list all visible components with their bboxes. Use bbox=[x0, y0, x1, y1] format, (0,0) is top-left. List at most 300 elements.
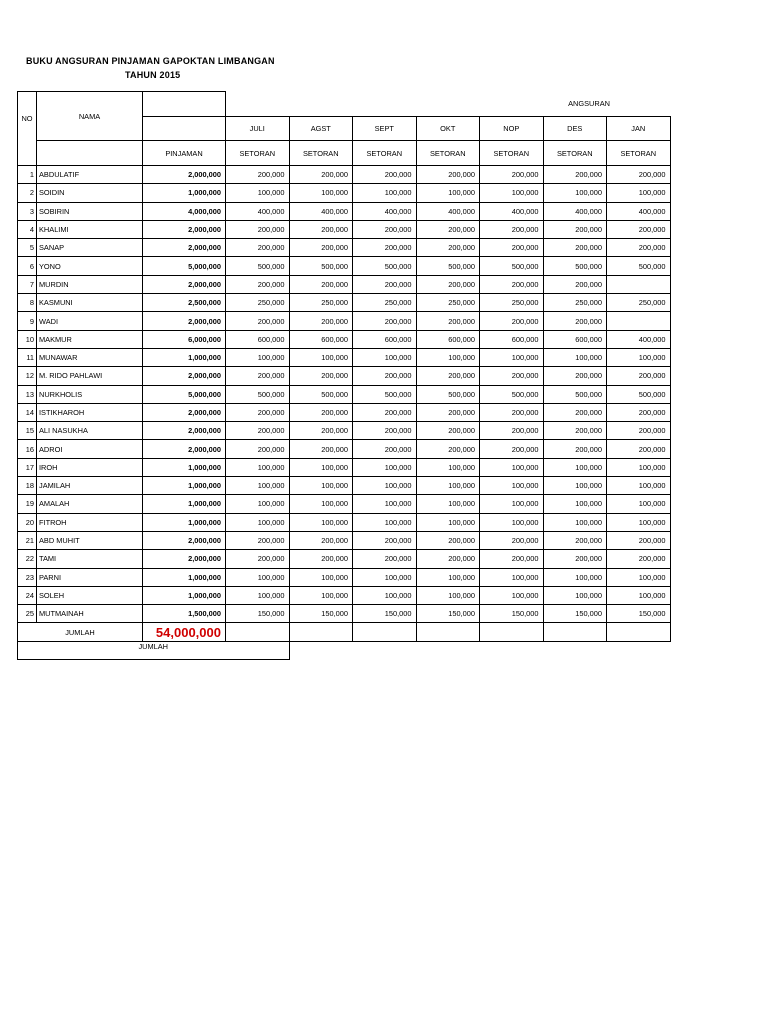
payment-cell: 500,000 bbox=[607, 385, 671, 403]
payment-cell: 100,000 bbox=[353, 513, 417, 531]
payment-cell: 100,000 bbox=[289, 348, 353, 366]
payment-cell: 100,000 bbox=[480, 458, 544, 476]
payment-cell: 500,000 bbox=[226, 385, 290, 403]
payment-cell: 100,000 bbox=[607, 477, 671, 495]
member-name: AMALAH bbox=[37, 495, 143, 513]
table-row bbox=[18, 348, 671, 366]
payment-cell: 200,000 bbox=[353, 312, 417, 330]
payment-cell: 100,000 bbox=[607, 568, 671, 586]
payment-cell: 100,000 bbox=[607, 586, 671, 604]
table-row bbox=[18, 403, 671, 421]
member-name: SOIDIN bbox=[37, 184, 143, 202]
payment-cell: 200,000 bbox=[226, 440, 290, 458]
loan-amount: 1,000,000 bbox=[143, 458, 226, 476]
payment-cell: 150,000 bbox=[289, 605, 353, 623]
payment-cell: 100,000 bbox=[416, 495, 480, 513]
member-name: MUTMAINAH bbox=[37, 605, 143, 623]
loan-amount: 6,000,000 bbox=[143, 330, 226, 348]
loan-amount: 2,000,000 bbox=[143, 531, 226, 549]
member-name: ABD MUHIT bbox=[37, 531, 143, 549]
payment-cell: 200,000 bbox=[226, 166, 290, 184]
loan-amount: 5,000,000 bbox=[143, 257, 226, 275]
payment-cell: 100,000 bbox=[289, 458, 353, 476]
payment-cell: 200,000 bbox=[289, 440, 353, 458]
payment-cell: 200,000 bbox=[543, 422, 607, 440]
header-pinjaman-blank bbox=[143, 117, 226, 141]
payment-cell: 200,000 bbox=[226, 239, 290, 257]
total-empty bbox=[353, 623, 417, 642]
header-setoran-3: SETORAN bbox=[416, 141, 480, 166]
payment-cell: 100,000 bbox=[226, 586, 290, 604]
header-nama: NAMA bbox=[37, 92, 143, 141]
payment-cell: 200,000 bbox=[353, 275, 417, 293]
loan-amount: 2,000,000 bbox=[143, 239, 226, 257]
header-setoran-row bbox=[18, 141, 671, 166]
payment-cell: 200,000 bbox=[353, 422, 417, 440]
payment-cell: 100,000 bbox=[416, 477, 480, 495]
payment-cell: 500,000 bbox=[289, 257, 353, 275]
payment-cell: 200,000 bbox=[226, 275, 290, 293]
payment-cell: 200,000 bbox=[226, 220, 290, 238]
payment-cell: 200,000 bbox=[607, 403, 671, 421]
payment-cell: 500,000 bbox=[607, 257, 671, 275]
header-nama-blank bbox=[37, 141, 143, 166]
payment-cell: 200,000 bbox=[416, 220, 480, 238]
row-number: 13 bbox=[18, 385, 37, 403]
payment-cell: 500,000 bbox=[480, 257, 544, 275]
table-row bbox=[18, 458, 671, 476]
loan-amount: 2,000,000 bbox=[143, 422, 226, 440]
member-name: SANAP bbox=[37, 239, 143, 257]
member-name: WADI bbox=[37, 312, 143, 330]
payment-cell: 100,000 bbox=[607, 495, 671, 513]
row-number: 19 bbox=[18, 495, 37, 513]
payment-cell: 150,000 bbox=[607, 605, 671, 623]
payment-cell: 200,000 bbox=[607, 440, 671, 458]
header-month-3: OKT bbox=[416, 117, 480, 141]
payment-cell: 200,000 bbox=[607, 550, 671, 568]
row-number: 11 bbox=[18, 348, 37, 366]
header-month-6: JAN bbox=[607, 117, 671, 141]
member-name: IROH bbox=[37, 458, 143, 476]
payment-cell: 200,000 bbox=[289, 531, 353, 549]
payment-cell: 200,000 bbox=[226, 422, 290, 440]
loan-amount: 2,500,000 bbox=[143, 294, 226, 312]
loan-amount: 2,000,000 bbox=[143, 550, 226, 568]
row-number: 4 bbox=[18, 220, 37, 238]
table-row bbox=[18, 440, 671, 458]
row-number: 16 bbox=[18, 440, 37, 458]
header-month-2: SEPT bbox=[353, 117, 417, 141]
member-name: ISTIKHAROH bbox=[37, 403, 143, 421]
payment-cell: 100,000 bbox=[353, 477, 417, 495]
payment-cell: 200,000 bbox=[607, 239, 671, 257]
payment-cell: 200,000 bbox=[480, 531, 544, 549]
payment-cell: 200,000 bbox=[226, 531, 290, 549]
payment-cell: 200,000 bbox=[480, 422, 544, 440]
member-name: SOLEH bbox=[37, 586, 143, 604]
payment-cell: 200,000 bbox=[480, 440, 544, 458]
payment-cell: 200,000 bbox=[416, 166, 480, 184]
payment-cell: 100,000 bbox=[226, 495, 290, 513]
table-row bbox=[18, 275, 671, 293]
payment-cell: 100,000 bbox=[607, 348, 671, 366]
header-setoran-1: SETORAN bbox=[289, 141, 353, 166]
table-row bbox=[18, 531, 671, 549]
payment-cell: 200,000 bbox=[353, 403, 417, 421]
payment-cell: 250,000 bbox=[289, 294, 353, 312]
header-month-5: DES bbox=[543, 117, 607, 141]
header-month-0: JULI bbox=[226, 117, 290, 141]
payment-cell: 200,000 bbox=[353, 239, 417, 257]
payment-cell: 500,000 bbox=[289, 385, 353, 403]
payment-cell: 200,000 bbox=[289, 166, 353, 184]
loan-amount: 2,000,000 bbox=[143, 403, 226, 421]
title-line-1: BUKU ANGSURAN PINJAMAN GAPOKTAN LIMBANGAN bbox=[26, 56, 275, 66]
payment-cell: 600,000 bbox=[289, 330, 353, 348]
payment-cell: 200,000 bbox=[416, 403, 480, 421]
payment-cell: 500,000 bbox=[353, 257, 417, 275]
table-row bbox=[18, 184, 671, 202]
payment-cell: 100,000 bbox=[289, 586, 353, 604]
row-number: 5 bbox=[18, 239, 37, 257]
payment-cell: 200,000 bbox=[480, 239, 544, 257]
payment-cell: 200,000 bbox=[607, 367, 671, 385]
payment-cell: 200,000 bbox=[289, 367, 353, 385]
payment-cell: 100,000 bbox=[289, 568, 353, 586]
header-month-1: AGST bbox=[289, 117, 353, 141]
payment-cell: 250,000 bbox=[543, 294, 607, 312]
payment-cell: 200,000 bbox=[480, 166, 544, 184]
header-setoran-2: SETORAN bbox=[353, 141, 417, 166]
table-row bbox=[18, 495, 671, 513]
row-number: 6 bbox=[18, 257, 37, 275]
payment-cell: 100,000 bbox=[607, 184, 671, 202]
payment-cell: 200,000 bbox=[543, 440, 607, 458]
member-name: PARNI bbox=[37, 568, 143, 586]
payment-cell: 100,000 bbox=[543, 184, 607, 202]
table-row bbox=[18, 166, 671, 184]
payment-cell: 100,000 bbox=[543, 513, 607, 531]
payment-cell: 150,000 bbox=[353, 605, 417, 623]
payment-cell: 250,000 bbox=[226, 294, 290, 312]
total-label-2: JUMLAH bbox=[18, 642, 290, 660]
payment-cell: 200,000 bbox=[543, 220, 607, 238]
payment-cell: 100,000 bbox=[543, 568, 607, 586]
row-number: 10 bbox=[18, 330, 37, 348]
header-no: NO bbox=[18, 92, 37, 166]
payment-cell: 100,000 bbox=[543, 458, 607, 476]
total-empty bbox=[416, 623, 480, 642]
payment-cell: 100,000 bbox=[480, 513, 544, 531]
header-pinjaman: PINJAMAN bbox=[143, 141, 226, 166]
table-row bbox=[18, 513, 671, 531]
member-name: MURDIN bbox=[37, 275, 143, 293]
header-month-4: NOP bbox=[480, 117, 544, 141]
payment-cell: 500,000 bbox=[416, 385, 480, 403]
payment-cell: 200,000 bbox=[226, 403, 290, 421]
table-row bbox=[18, 294, 671, 312]
payment-cell: 200,000 bbox=[353, 220, 417, 238]
payment-cell: 400,000 bbox=[416, 202, 480, 220]
header-setoran-5: SETORAN bbox=[543, 141, 607, 166]
payment-cell: 200,000 bbox=[289, 403, 353, 421]
total-empty bbox=[289, 623, 353, 642]
row-number: 1 bbox=[18, 166, 37, 184]
header-blank bbox=[143, 92, 226, 117]
table-row bbox=[18, 312, 671, 330]
payment-cell: 500,000 bbox=[416, 257, 480, 275]
table-row bbox=[18, 330, 671, 348]
payment-cell: 200,000 bbox=[353, 440, 417, 458]
payment-cell: 100,000 bbox=[480, 568, 544, 586]
payment-cell: 200,000 bbox=[353, 166, 417, 184]
row-number: 21 bbox=[18, 531, 37, 549]
table-row bbox=[18, 550, 671, 568]
payment-cell: 500,000 bbox=[543, 257, 607, 275]
payment-cell: 150,000 bbox=[416, 605, 480, 623]
table-row bbox=[18, 422, 671, 440]
payment-cell: 200,000 bbox=[543, 239, 607, 257]
total-empty bbox=[480, 623, 544, 642]
loan-amount: 2,000,000 bbox=[143, 166, 226, 184]
payment-cell: 200,000 bbox=[226, 367, 290, 385]
payment-cell: 200,000 bbox=[480, 275, 544, 293]
loan-amount: 2,000,000 bbox=[143, 367, 226, 385]
loan-amount: 2,000,000 bbox=[143, 220, 226, 238]
title-line-2: TAHUN 2015 bbox=[125, 70, 181, 80]
row-number: 12 bbox=[18, 367, 37, 385]
row-number: 14 bbox=[18, 403, 37, 421]
total-empty bbox=[607, 623, 671, 642]
payment-cell: 100,000 bbox=[543, 477, 607, 495]
payment-cell: 150,000 bbox=[543, 605, 607, 623]
row-number: 7 bbox=[18, 275, 37, 293]
member-name: KHALIMI bbox=[37, 220, 143, 238]
payment-cell: 100,000 bbox=[607, 458, 671, 476]
payment-cell: 100,000 bbox=[226, 348, 290, 366]
table-row bbox=[18, 239, 671, 257]
payment-cell bbox=[607, 275, 671, 293]
payment-cell: 400,000 bbox=[226, 202, 290, 220]
payment-cell: 100,000 bbox=[289, 184, 353, 202]
member-name: ADROI bbox=[37, 440, 143, 458]
loan-amount: 1,000,000 bbox=[143, 495, 226, 513]
payment-cell: 200,000 bbox=[416, 367, 480, 385]
payment-cell: 200,000 bbox=[480, 367, 544, 385]
total-empty bbox=[543, 623, 607, 642]
loan-amount: 2,000,000 bbox=[143, 275, 226, 293]
payment-cell: 100,000 bbox=[353, 568, 417, 586]
payment-cell: 100,000 bbox=[226, 513, 290, 531]
payment-cell: 500,000 bbox=[543, 385, 607, 403]
total-row bbox=[18, 623, 671, 642]
payment-cell: 600,000 bbox=[226, 330, 290, 348]
payment-cell: 400,000 bbox=[289, 202, 353, 220]
payment-cell: 200,000 bbox=[416, 422, 480, 440]
payment-cell: 200,000 bbox=[480, 220, 544, 238]
payment-cell: 100,000 bbox=[226, 458, 290, 476]
loan-amount: 4,000,000 bbox=[143, 202, 226, 220]
payment-cell: 100,000 bbox=[289, 477, 353, 495]
loan-amount: 2,000,000 bbox=[143, 312, 226, 330]
member-name: TAMI bbox=[37, 550, 143, 568]
table-row bbox=[18, 477, 671, 495]
payment-cell: 100,000 bbox=[416, 568, 480, 586]
payment-cell: 200,000 bbox=[289, 422, 353, 440]
payment-cell: 200,000 bbox=[416, 440, 480, 458]
payment-cell: 100,000 bbox=[226, 184, 290, 202]
payment-cell: 200,000 bbox=[353, 550, 417, 568]
table-row bbox=[18, 605, 671, 623]
payment-cell: 250,000 bbox=[480, 294, 544, 312]
payment-cell: 400,000 bbox=[607, 202, 671, 220]
payment-cell: 250,000 bbox=[416, 294, 480, 312]
payment-cell: 100,000 bbox=[353, 184, 417, 202]
payment-cell: 100,000 bbox=[226, 568, 290, 586]
row-number: 17 bbox=[18, 458, 37, 476]
row-number: 15 bbox=[18, 422, 37, 440]
member-name: ALI NASUKHA bbox=[37, 422, 143, 440]
payment-cell: 400,000 bbox=[543, 202, 607, 220]
payment-cell: 100,000 bbox=[353, 495, 417, 513]
payment-cell: 100,000 bbox=[289, 495, 353, 513]
loan-amount: 5,000,000 bbox=[143, 385, 226, 403]
payment-cell: 100,000 bbox=[480, 495, 544, 513]
payment-cell: 100,000 bbox=[480, 348, 544, 366]
payment-cell: 200,000 bbox=[480, 403, 544, 421]
table-row bbox=[18, 586, 671, 604]
payment-cell: 200,000 bbox=[543, 166, 607, 184]
payment-cell: 500,000 bbox=[353, 385, 417, 403]
header-setoran-6: SETORAN bbox=[607, 141, 671, 166]
row-number: 8 bbox=[18, 294, 37, 312]
row-number: 22 bbox=[18, 550, 37, 568]
header-setoran-4: SETORAN bbox=[480, 141, 544, 166]
row-number: 23 bbox=[18, 568, 37, 586]
loan-amount: 1,000,000 bbox=[143, 586, 226, 604]
payment-cell: 400,000 bbox=[353, 202, 417, 220]
row-number: 2 bbox=[18, 184, 37, 202]
header-setoran-0: SETORAN bbox=[226, 141, 290, 166]
payment-cell: 100,000 bbox=[289, 513, 353, 531]
row-number: 3 bbox=[18, 202, 37, 220]
payment-cell: 200,000 bbox=[416, 275, 480, 293]
payment-cell: 600,000 bbox=[416, 330, 480, 348]
installment-table bbox=[17, 91, 671, 660]
table-row bbox=[18, 202, 671, 220]
row-number: 24 bbox=[18, 586, 37, 604]
loan-amount: 1,000,000 bbox=[143, 477, 226, 495]
payment-cell: 200,000 bbox=[416, 531, 480, 549]
loan-amount: 2,000,000 bbox=[143, 440, 226, 458]
payment-cell: 200,000 bbox=[226, 550, 290, 568]
row-number: 9 bbox=[18, 312, 37, 330]
payment-cell: 200,000 bbox=[607, 220, 671, 238]
member-name: SOBIRIN bbox=[37, 202, 143, 220]
total-empty bbox=[226, 623, 290, 642]
payment-cell: 400,000 bbox=[607, 330, 671, 348]
payment-cell: 200,000 bbox=[416, 239, 480, 257]
payment-cell: 200,000 bbox=[289, 220, 353, 238]
payment-cell: 100,000 bbox=[416, 184, 480, 202]
payment-cell: 500,000 bbox=[480, 385, 544, 403]
payment-cell: 200,000 bbox=[289, 239, 353, 257]
payment-cell: 200,000 bbox=[480, 312, 544, 330]
total-row-2 bbox=[18, 642, 671, 660]
loan-amount: 1,000,000 bbox=[143, 348, 226, 366]
loan-amount: 1,000,000 bbox=[143, 568, 226, 586]
payment-cell: 100,000 bbox=[353, 586, 417, 604]
payment-cell: 100,000 bbox=[480, 184, 544, 202]
payment-cell: 100,000 bbox=[353, 348, 417, 366]
payment-cell: 400,000 bbox=[480, 202, 544, 220]
payment-cell: 200,000 bbox=[353, 367, 417, 385]
payment-cell: 100,000 bbox=[416, 513, 480, 531]
payment-cell: 100,000 bbox=[480, 477, 544, 495]
payment-cell: 150,000 bbox=[480, 605, 544, 623]
table-row bbox=[18, 568, 671, 586]
loan-amount: 1,500,000 bbox=[143, 605, 226, 623]
loan-amount: 1,000,000 bbox=[143, 513, 226, 531]
payment-cell: 200,000 bbox=[353, 531, 417, 549]
payment-cell: 100,000 bbox=[416, 586, 480, 604]
member-name: NURKHOLIS bbox=[37, 385, 143, 403]
payment-cell: 600,000 bbox=[353, 330, 417, 348]
payment-cell: 100,000 bbox=[607, 513, 671, 531]
payment-cell: 100,000 bbox=[543, 586, 607, 604]
payment-cell: 200,000 bbox=[543, 312, 607, 330]
payment-cell: 150,000 bbox=[226, 605, 290, 623]
member-name: KASMUNI bbox=[37, 294, 143, 312]
payment-cell: 600,000 bbox=[543, 330, 607, 348]
payment-cell: 200,000 bbox=[416, 550, 480, 568]
payment-cell: 200,000 bbox=[543, 550, 607, 568]
total-pinjaman: 54,000,000 bbox=[143, 623, 226, 642]
payment-cell: 200,000 bbox=[226, 312, 290, 330]
payment-cell: 100,000 bbox=[543, 348, 607, 366]
payment-cell: 200,000 bbox=[607, 166, 671, 184]
payment-cell bbox=[607, 312, 671, 330]
row-number: 20 bbox=[18, 513, 37, 531]
member-name: MUNAWAR bbox=[37, 348, 143, 366]
table-row bbox=[18, 385, 671, 403]
payment-cell: 200,000 bbox=[607, 531, 671, 549]
payment-cell: 100,000 bbox=[353, 458, 417, 476]
payment-cell: 200,000 bbox=[289, 550, 353, 568]
member-name: JAMILAH bbox=[37, 477, 143, 495]
payment-cell: 600,000 bbox=[480, 330, 544, 348]
payment-cell: 100,000 bbox=[480, 586, 544, 604]
payment-cell: 200,000 bbox=[416, 312, 480, 330]
payment-cell: 250,000 bbox=[607, 294, 671, 312]
total-label: JUMLAH bbox=[18, 623, 143, 642]
payment-cell: 200,000 bbox=[543, 275, 607, 293]
loan-amount: 1,000,000 bbox=[143, 184, 226, 202]
row-number: 25 bbox=[18, 605, 37, 623]
payment-cell: 200,000 bbox=[607, 422, 671, 440]
footer-blank bbox=[289, 642, 670, 660]
payment-cell: 100,000 bbox=[416, 348, 480, 366]
member-name: FITROH bbox=[37, 513, 143, 531]
payment-cell: 200,000 bbox=[289, 312, 353, 330]
payment-cell: 200,000 bbox=[543, 367, 607, 385]
payment-cell: 500,000 bbox=[226, 257, 290, 275]
row-number: 18 bbox=[18, 477, 37, 495]
payment-cell: 100,000 bbox=[416, 458, 480, 476]
member-name: YONO bbox=[37, 257, 143, 275]
payment-cell: 200,000 bbox=[289, 275, 353, 293]
